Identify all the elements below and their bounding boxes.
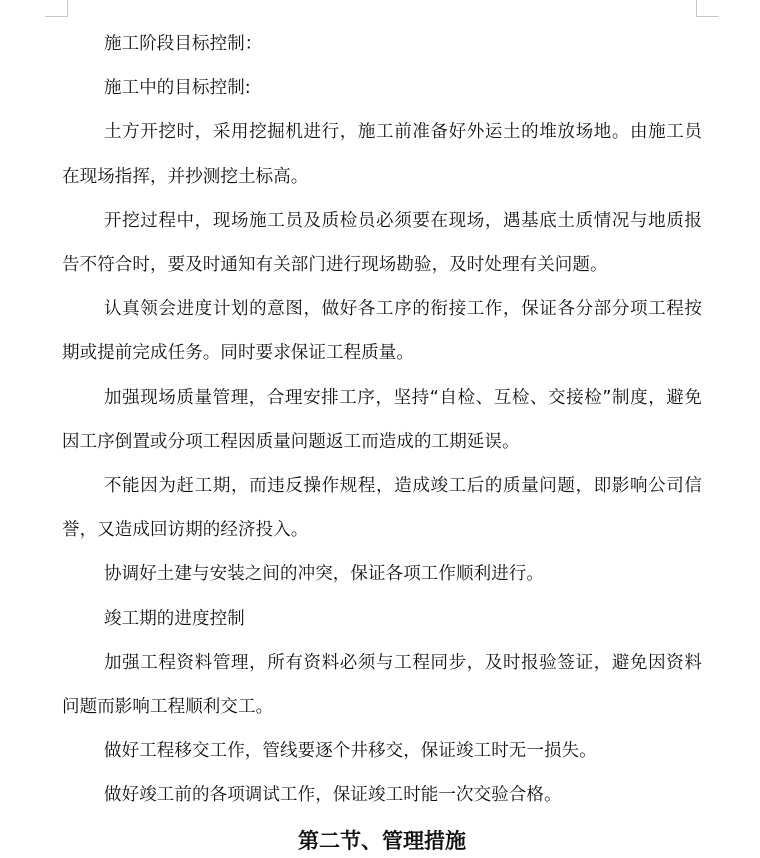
paragraph-completion-schedule: 竣工期的进度控制	[104, 608, 245, 629]
crop-mark-right	[696, 0, 719, 17]
paragraph-handover: 做好工程移交工作，管线要逐个井移交，保证竣工时无一损失。	[104, 741, 597, 762]
paragraph-schedule-plan: 认真领会进度计划的意图，做好各工序的衔接工作，保证各分部分项工程按期或提前完成任务。同时要求保证工程质量。	[62, 299, 702, 364]
document-body	[62, 22, 702, 858]
paragraph-coordination: 协调好土建与安装之间的冲突，保证各项工作顺利进行。	[104, 564, 544, 585]
section-heading: 第二节、管理措施	[298, 828, 466, 853]
paragraph-construction-stage-control: 施工阶段目标控制：	[104, 34, 263, 54]
paragraph-earthwork: 土方开挖时，采用挖掘机进行，施工前准备好外运土的堆放场地。由施工员在现场指挥，并抄测挖土标高。	[62, 122, 702, 187]
paragraph-excavation: 开挖过程中，现场施工员及质检员必须要在现场，遇基底土质情况与地质报告不符合时，要及时通知有关部门进行现场勘验，及时处理有关问题。	[62, 210, 702, 276]
paragraph-commissioning: 做好竣工前的各项调试工作，保证竣工时能一次交验合格。	[104, 785, 562, 806]
paragraph-in-construction-control: 施工中的目标控制:	[104, 78, 251, 99]
paragraph-no-rushing: 不能因为赶工期，而违反操作规程，造成竣工后的质量问题，即影响公司信誉，又造成回访期的经济投入。	[62, 476, 702, 541]
paragraph-quality-management: 加强现场质量管理，合理安排工序，坚持“自检、互检、交接检”制度，避免因工序倒置或分项工程因质量问题返工而造成的工期延误。	[62, 387, 702, 452]
paragraph-documentation: 加强工程资料管理，所有资料必须与工程同步，及时报验签证，避免因资料问题而影响工程顺利交工。	[62, 652, 702, 718]
crop-mark-left	[45, 0, 68, 17]
